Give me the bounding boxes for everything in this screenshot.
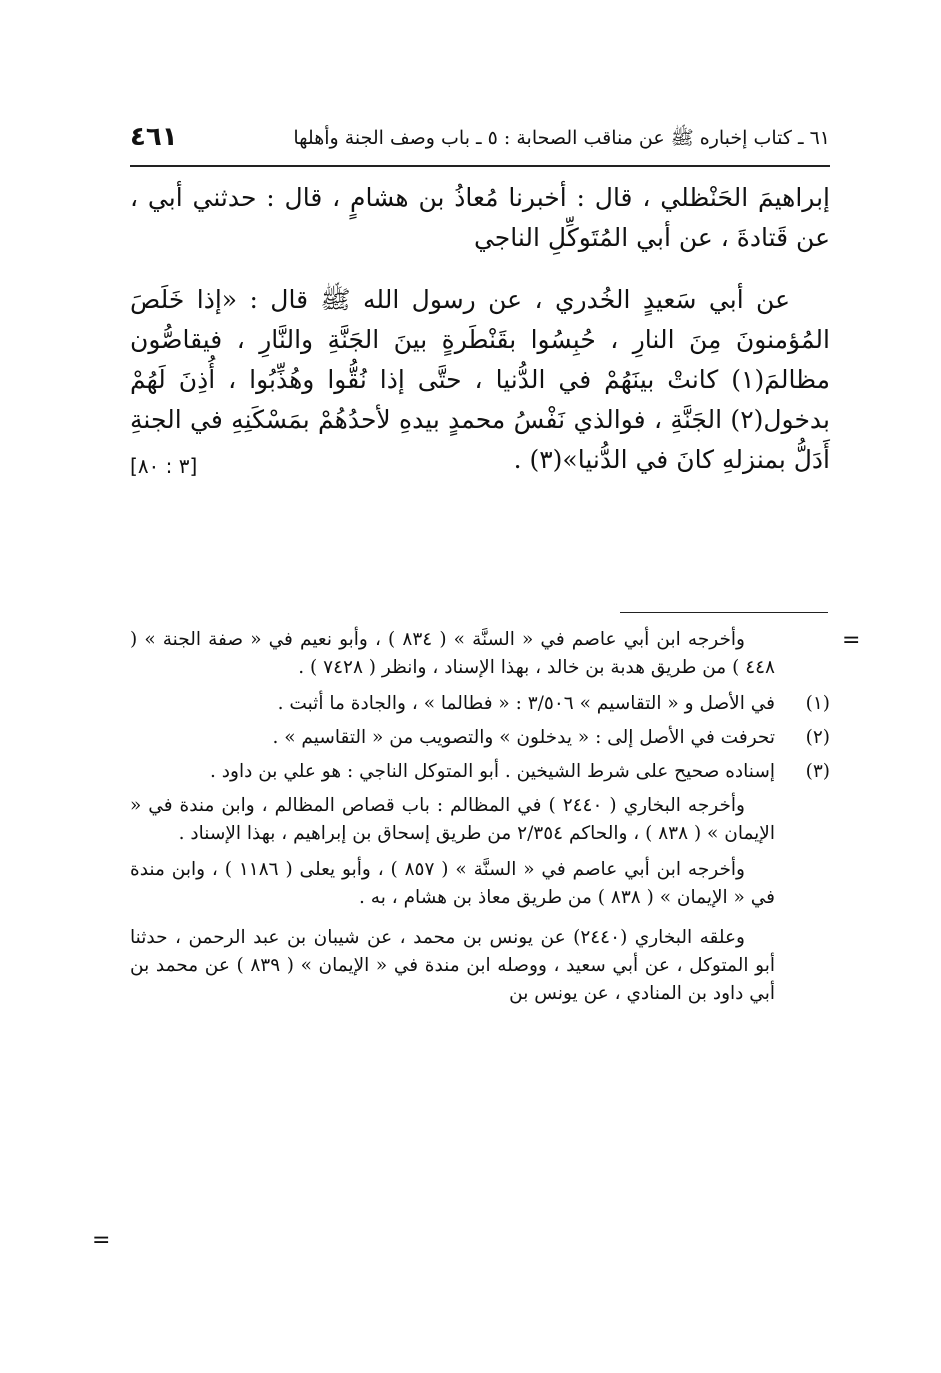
footnotes-section [130, 626, 830, 1016]
footnote-number: (٢) [805, 727, 830, 748]
footnote-text: في الأصل و « التقاسيم » ٣/٥٠٦ : « فطالما » ، والجادة ما أثبت . [277, 693, 775, 714]
chapter-title: ٦١ ـ كتاب إخباره ﷺ عن مناقب الصحابة : ٥ ـ باب وصف الجنة وأهلها [293, 127, 830, 149]
footnote-item [130, 724, 830, 752]
footnote-paragraph: وعلقه البخاري (٢٤٤٠) عن يونس بن محمد ، عن شيبان بن عبد الرحمن ، حدثنا أبو المتوكل ، عن أبي سعيد ، ووصله ابن مندة في « الإيمان » ( ٨٣٩ ) عن محمد بن أبي داود بن المنادي ، عن يونس بن [130, 927, 775, 1004]
footnote-paragraph: وأخرجه ابن أبي عاصم في « السنَّة » ( ٨٥٧ ) ، وأبو يعلى ( ١١٨٦ ) ، وابن مندة في « الإيمان » ( ٨٣٨ ) من طريق معاذ بن هشام ، به . [130, 859, 775, 908]
isnad-paragraph: إبراهيمَ الحَنْظلي ، قال : أخبرنا مُعاذُ بن هشامٍ ، قال : حدثني أبي ، عن قَتادةَ ، عن أبي المُتَوكِّلِ الناجي [130, 183, 830, 252]
footnote-paragraph: وأخرجه البخاري ( ٢٤٤٠ ) في المظالم : باب قصاص المظالم ، وابن مندة في « الإيمان » ( ٨٣٨ ) ، والحاكم ٢/٣٥٤ من طريق إسحاق بن إبراهيم ، بهذا الإسناد . [130, 795, 775, 844]
footnote-item [130, 758, 830, 786]
matn-paragraph [130, 280, 830, 480]
footnote-divider [620, 612, 828, 613]
reference-tag: [٣ : ٨٠] [130, 454, 198, 478]
matn-text: عن أبي سَعيدٍ الخُدري ، عن رسول الله ﷺ قال : «إذا خَلَصَ المُؤمنونَ مِنَ النارِ ، حُبِسُوا بقَنْطَرةٍ بينَ الجَنَّةِ والنَّارِ ، فيقاصُّون مظالمَ(١) كانتْ بينَهُمْ في الدُّنيا ، حتَّى إذا نُقُّوا وهُذِّبُوا ، أُذِنَ لَهُمْ بدخول(٢) الجَنَّةِ ، فوالذي نَفْسُ محمدٍ بيدهِ لأحدُهُمْ بمَسْكَنِهِ في الجنةِ أَدَلُّ بمنزلهِ كانَ في الدُّنيا»(٣) . [130, 285, 830, 474]
footnote-number: (١) [805, 693, 830, 714]
page-number: ٤٦١ [130, 122, 178, 152]
footnote-text: تحرفت في الأصل إلى : « يدخلون » والتصويب من « التقاسيم » . [272, 727, 775, 748]
running-header [130, 122, 830, 162]
header-divider [130, 165, 830, 167]
continuation-mark-top: = [842, 628, 861, 653]
footnote-item [130, 690, 830, 718]
continuation-mark-bottom: = [92, 1228, 111, 1253]
hadith-text [130, 178, 830, 486]
footnote-number: (٣) [805, 761, 830, 782]
footnote-text: إسناده صحيح على شرط الشيخين . أبو المتوكل الناجي : هو علي بن داود . [210, 761, 775, 782]
footnote-carryover: وأخرجه ابن أبي عاصم في « السنَّة » ( ٨٣٤ ) ، وأبو نعيم في « صفة الجنة » ( ٤٤٨ ) من طريق هدبة بن خالد ، بهذا الإسناد ، وانظر ( ٧٤٢٨ ) . [130, 629, 775, 678]
